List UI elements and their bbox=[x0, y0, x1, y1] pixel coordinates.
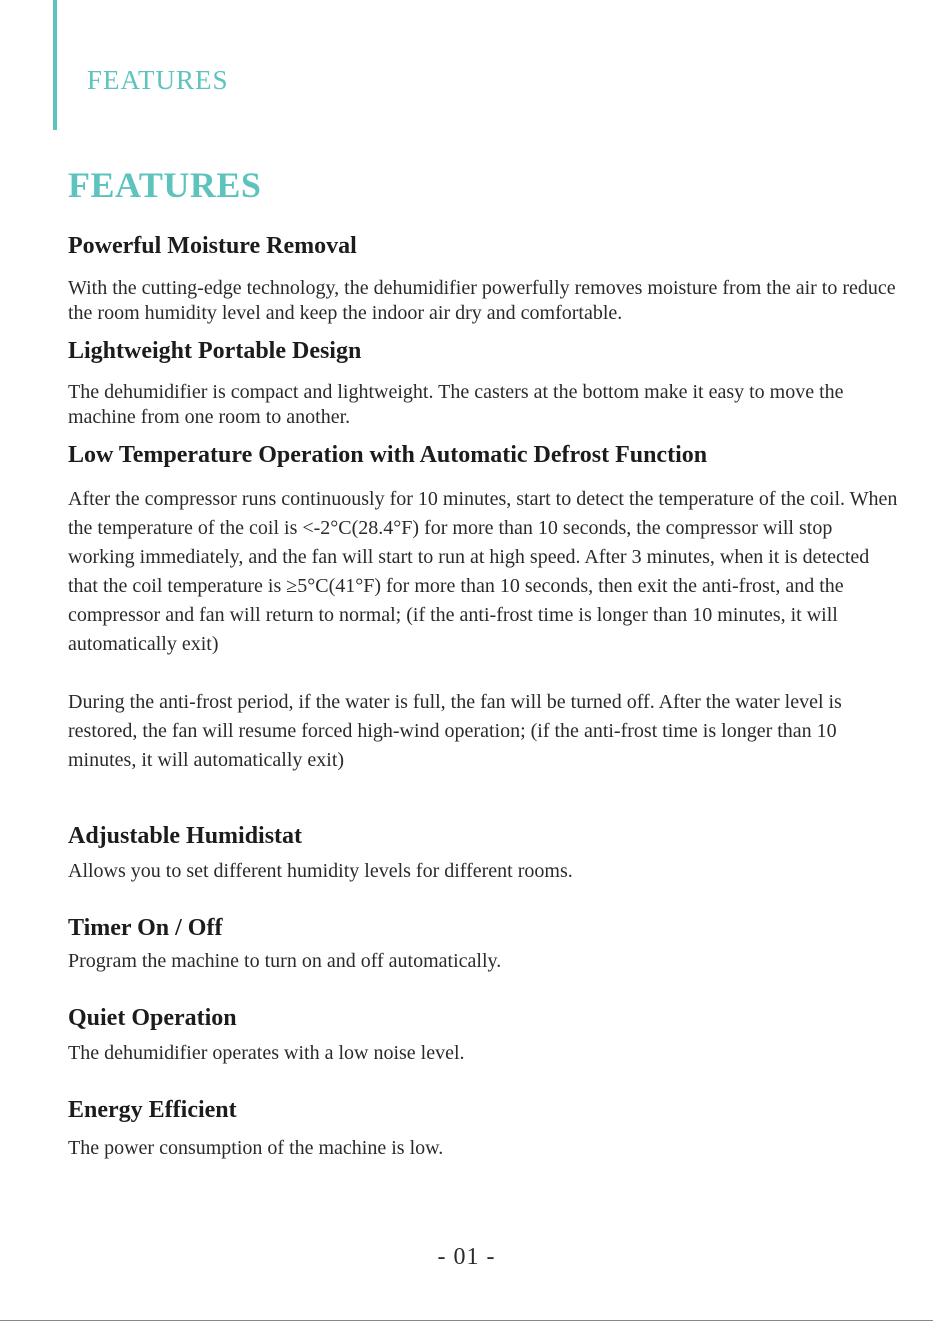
header-accent-bar bbox=[53, 0, 57, 130]
section-body-quiet: The dehumidifier operates with a low noise level. bbox=[68, 1042, 465, 1064]
section-title-energy: Energy Efficient bbox=[68, 1097, 237, 1123]
section-body-humidistat: Allows you to set different humidity levels for different rooms. bbox=[68, 860, 573, 882]
section-title-humidistat: Adjustable Humidistat bbox=[68, 823, 303, 849]
section-title-defrost: Low Temperature Operation with Automatic Defrost Function bbox=[68, 442, 708, 468]
bottom-divider bbox=[0, 1320, 933, 1321]
section-body-defrost: After the compressor runs continuously for 10 minutes, start to detect the temperature of the coil. When the temperature of the coil is <-2°C(28.4°F) for more than 10 seconds, the compressor will stop working immediately, and the fan will start to run at high speed. After 3 minutes, when it is detected that the coil temperature is ≥5°C(41°F) for more than 10 seconds, then exit the anti-frost, and the compressor and fan will return to normal; (if the anti-frost time is longer than 10 minutes, it will automatically exit) bbox=[68, 488, 898, 655]
section-body-portable-design: The dehumidifier is compact and lightweight. The casters at the bottom make it easy to move the machine from one room to another. bbox=[68, 381, 844, 428]
header-label: FEATURES bbox=[87, 65, 229, 95]
page-number: - 01 - bbox=[437, 1244, 496, 1270]
section-body-energy: The power consumption of the machine is low. bbox=[68, 1137, 444, 1159]
section-body-moisture-removal: With the cutting-edge technology, the dehumidifier powerfully removes moisture from the air to reduce the room humidity level and keep the indoor air dry and comfortable. bbox=[68, 277, 896, 324]
section-title-timer: Timer On / Off bbox=[68, 915, 223, 941]
section-title-quiet: Quiet Operation bbox=[68, 1005, 237, 1031]
section-body-timer: Program the machine to turn on and off automatically. bbox=[68, 950, 502, 972]
section-title-moisture-removal: Powerful Moisture Removal bbox=[68, 233, 357, 259]
page-title: FEATURES bbox=[68, 165, 262, 205]
section-body-defrost-antifrost: During the anti-frost period, if the water is full, the fan will be turned off. After the water level is restored, the fan will resume forced high-wind operation; (if the anti-frost time is longer than 10 minutes, it will automatically exit) bbox=[68, 691, 842, 771]
section-title-portable-design: Lightweight Portable Design bbox=[68, 338, 362, 364]
